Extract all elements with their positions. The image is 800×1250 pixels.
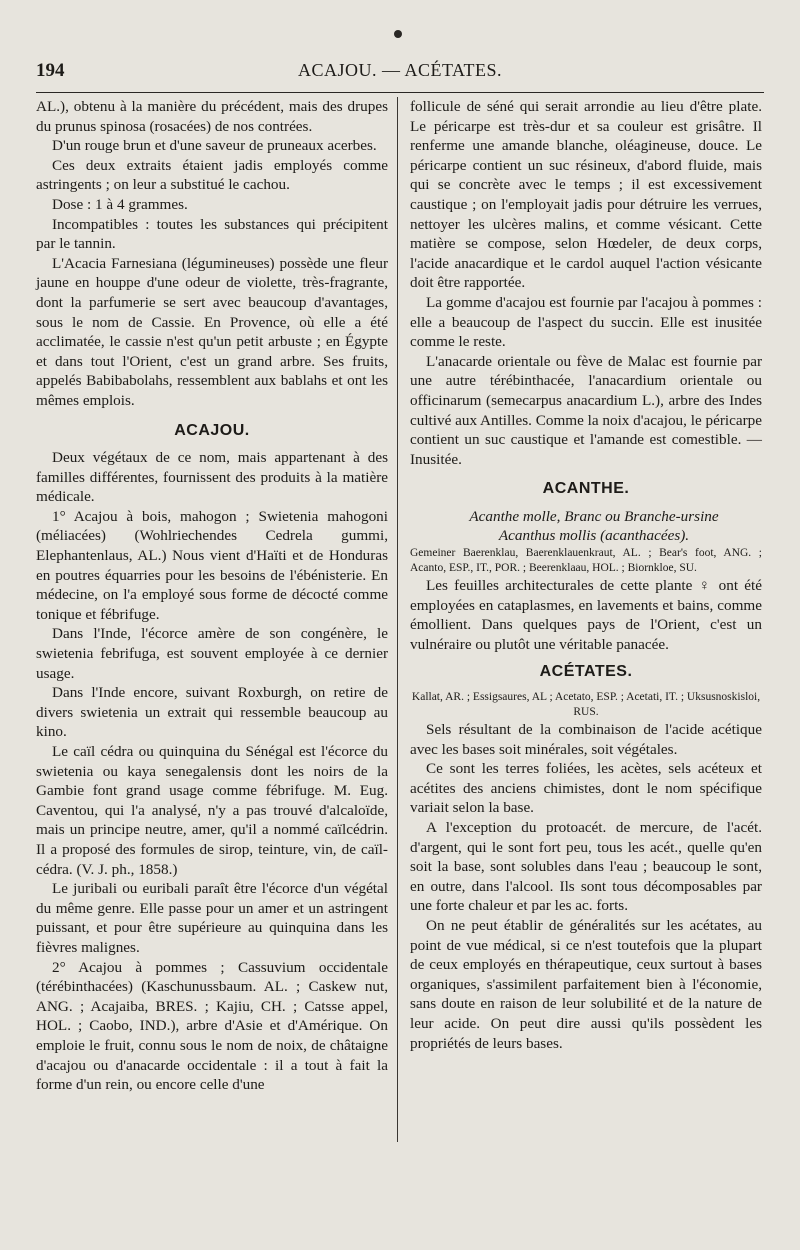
paragraph: Incompatibles : toutes les substances qui précipitent par le tannin. [36,215,388,253]
paragraph: Les feuilles architecturales de cette plante ♀ ont été employées en cataplasmes, en lavements et bains, comme émollient. Dans quelques pays de l'Orient, c'est un vulnéraire ou plutôt une véritable panacée. [410,577,762,653]
paragraph: On ne peut établir de généralités sur les acétates, au point de vue médical, si ce n'est toutefois que la plupart de ceux employés en thérapeutique, ceux surtout à bases organiques, s'assimilent parfaitement bien à l'économie, sans doute en raison de leur solubilité et de la nature de leur acide. On peut dire aussi qu'ils possèdent les propriétés de leurs bases. [410,916,762,1052]
paragraph: Ces deux extraits étaient jadis employés comme astringents ; on leur a substitué le cachou. [36,156,388,194]
acanthe-common-names: Acanthe molle, Branc ou Branche-ursine [469,507,719,525]
paragraph: AL.), obtenu à la manière du précédent, mais des drupes du prunus spinosa (rosacées) de nos contrées. [36,98,388,135]
left-column [36,97,388,1095]
section-heading-acanthe: ACANTHE. [542,480,630,498]
paragraph: follicule de séné qui serait arrondie au lieu d'être plate. Le péricarpe est très-dur et sa couleur est grisâtre. Il renferme une amande blanche, oléagineuse, douce. Le péricarpe contient un suc résineux, d'abord fluide, mais qui se concrète avec le temps ; il est excessivement caustique ; on l'employait jadis pour détruire les verrues, nettoyer les ulcères malins, et comme vésicant. Cette matière se compose, selon Hœdeler, de deux corps, l'acide anacardique et le cardol auquel l'action vésicante doit être rapportée. [410,98,762,292]
page-header [36,60,764,90]
paragraph: Dose : 1 à 4 grammes. [52,195,188,213]
paragraph: 1° Acajou à bois, mahogon ; Swietenia mahogoni (méliacées) (Wohlriechendes Cedrela gummi, Elephantenlaus, AL.) Nous vient d'Haïti et de Honduras en poutres équarries pour les besoins de l'ébénisterie. En médecine, on l'a employé sous forme de décocté comme tonique et fébrifuge. [36,507,388,623]
paragraph: D'un rouge brun et d'une saveur de pruneaux acerbes. [52,137,377,155]
paragraph: Ce sont les terres foliées, les acètes, sels acéteux et acétites des anciens chimistes, dont le nom spécifique variait selon la base. [410,760,762,817]
acanthe-synonyms: Gemeiner Baerenklau, Baerenklauenkraut, AL. ; Bear's foot, ANG. ; Acanto, ESP., IT., POR. ; Beerenklaau, HOL. ; Biornkloe, SU. [410,547,762,575]
paragraph: Deux végétaux de ce nom, mais appartenant à des familles différentes, fournissent des produits à la matière médicale. [36,449,388,506]
column-divider [397,97,398,1142]
section-heading-acetates: ACÉTATES. [539,663,633,681]
ink-dot [394,30,402,38]
paragraph: 2° Acajou à pommes ; Cassuvium occidentale (térébinthacées) (Kaschunussbaum. AL. ; Caskew nut, ANG. ; Acajaiba, BRES. ; Kajiu, CH. ; Catsse appel, HOL. ; Caobo, IND.), arbre d'Asie et d'Amérique. On emploie le fruit, connu sous le nom de noix, de châtaigne d'acajou ou d'anacarde occidentale : il a tout à fait la forme d'un rein, ou encore celle d'une [36,958,388,1094]
paragraph: L'Acacia Farnesiana (légumineuses) possède une fleur jaune en houppe d'une odeur de violette, très-fragrante, dont la parfumerie se sert avec beaucoup d'avantages, sous le nom de Cassie. En Provence, où elle a été acclimatée, le cassie n'est qu'un petit arbuste ; en Égypte et dans tout l'Orient, c'est un grand arbre. Ses fruits, appelés Babibabolahs, ressemblent aux bablahs et ont les mêmes emplois. [36,254,388,409]
paragraph: L'anacarde orientale ou fève de Malac est fournie par une autre térébinthacée, l'anacardium orientale ou officinarum (semecarpus anacardium L.), arbre des Indes cultivé aux Antilles. Comme la noix d'acajou, le péricarpe contient un suc caustique et l'amande est comestible. — Inusitée. [410,352,762,468]
paragraph: Sels résultant de la combinaison de l'acide acétique avec les bases soit minérales, soit végétales. [410,721,762,758]
paragraph: A l'exception du protoacét. de mercure, de l'acét. d'argent, qui le sont fort peu, tous les acét., quelle qu'en soit la base, sont solubles dans l'eau ; beaucoup le sont, en outre, dans l'alcool. Ils sont tous décomposables par une forte chaleur et par les ac. forts. [410,819,762,915]
acetates-synonyms: Kallat, AR. ; Essigsaures, AL ; Acetato, ESP. ; Acetati, IT. ; Uksusnoskisloi, RUS. [411,691,761,719]
right-column [410,97,762,1053]
running-title: ACAJOU. — ACÉTATES. [297,60,503,80]
paragraph: Dans l'Inde encore, suivant Roxburgh, on retire de divers swietenia un extrait qui ressemble beaucoup au kino. [36,684,388,741]
section-heading-acajou: ACAJOU. [174,421,250,439]
paragraph: Le caïl cédra ou quinquina du Sénégal est l'écorce du swietenia ou kaya senegalensis dont les noirs de la Gambie font grand usage comme fébrifuge. M. Eug. Caventou, qui l'a analysé, n'y a pas trouvé d'alcaloïde, mais un principe neutre, amer, qu'il a nommé caïlcédrin. Il a proposé des formules de sirop, teinture, vin, de caïl-cédra. (V. J. ph., 1858.) [36,743,388,878]
paragraph: La gomme d'acajou est fournie par l'acajou à pommes : elle a beaucoup de l'aspect du succin. Elle est inusitée comme le reste. [410,293,762,351]
page-number: 194 [36,60,65,81]
paragraph: Dans l'Inde, l'écorce amère de son congénère, le swietenia febrifuga, est souvent employée à ce dernier usage. [36,625,388,682]
acanthe-latin-name: Acanthus mollis (acanthacées). [498,527,690,545]
paragraph: Le juribali ou euribali paraît être l'écorce d'un végétal du même genre. Elle passe pour un amer et un astringent puissant, et pour être supérieure au quinquina dans les fièvres malignes. [36,880,388,956]
header-rule [36,92,764,93]
